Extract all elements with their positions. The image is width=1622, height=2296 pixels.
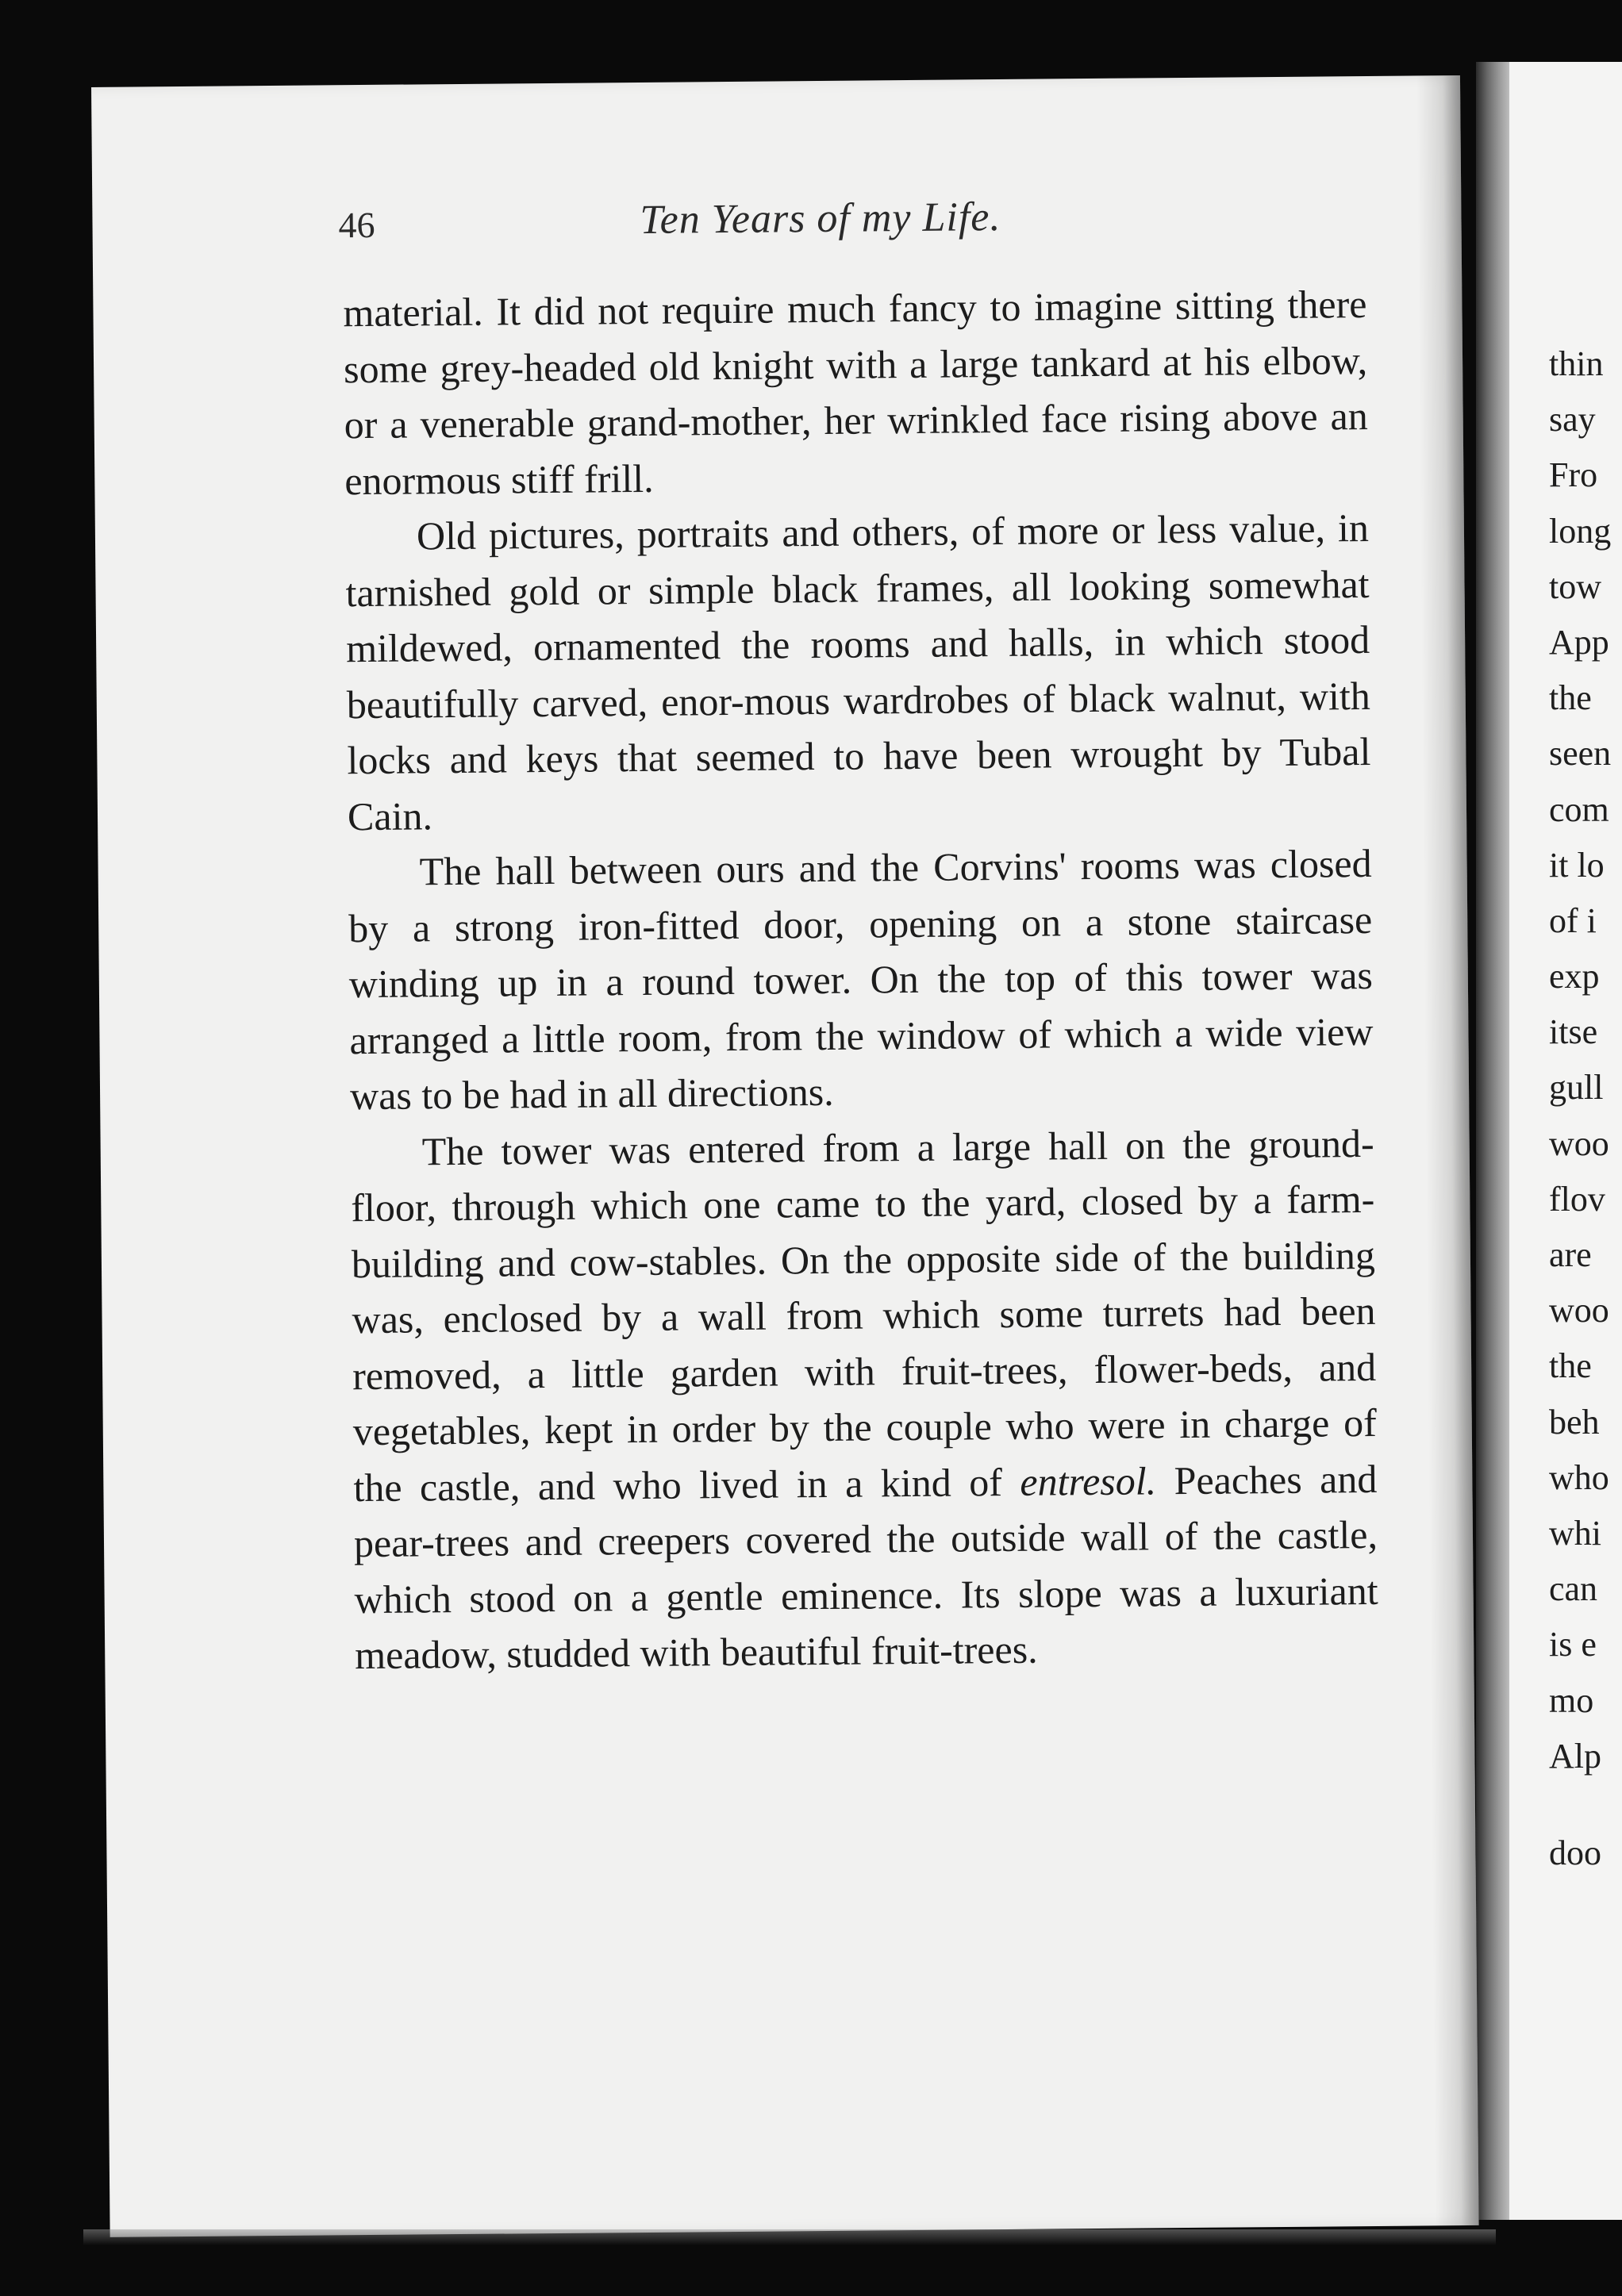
- facing-page-text-fragments: [1549, 336, 1611, 1881]
- paragraph: [348, 835, 1374, 1124]
- facing-page-line: can: [1549, 1569, 1598, 1609]
- facing-page-line: flov: [1549, 1179, 1605, 1219]
- facing-page-line: woo: [1549, 1123, 1609, 1163]
- facing-page: [1476, 62, 1622, 2220]
- body-text: [343, 276, 1378, 1684]
- facing-page-line: exp: [1549, 957, 1600, 996]
- facing-page-line: thin: [1549, 344, 1604, 383]
- paragraph-text: Peaches and pear-trees and creepers covered the outside wall of the castle, which stood on a gentle eminence. Its slope was a luxuriant meadow, studded with beautiful fruit-trees.: [353, 1456, 1378, 1678]
- facing-page-line: say: [1549, 400, 1596, 440]
- facing-page-line: mo: [1549, 1680, 1594, 1720]
- facing-page-line: are: [1549, 1235, 1592, 1274]
- facing-page-line: is e: [1549, 1625, 1597, 1664]
- book-page: [91, 75, 1479, 2237]
- italic-text: entresol.: [1020, 1457, 1157, 1504]
- book-gutter: [1476, 62, 1509, 2220]
- facing-page-line: the: [1549, 678, 1592, 718]
- facing-page-line: seen: [1549, 734, 1612, 774]
- facing-page-line: whi: [1549, 1513, 1601, 1553]
- facing-page-line: com: [1549, 789, 1609, 829]
- facing-page-line: itse: [1549, 1012, 1598, 1052]
- facing-page-line: it lo: [1549, 845, 1605, 885]
- facing-page-line: of i: [1549, 900, 1597, 940]
- paragraph: [350, 1115, 1378, 1683]
- paragraph-text: Old pictures, portraits and others, of more or less value, in tarnished gold or simple black frames, all looking somewhat mildewed, ornamented the rooms and halls, in which stood beautifully carved, enor-mous wardrobes of black walnut, with locks and keys that seemed to have been wrought by Tubal Cain.: [345, 505, 1371, 839]
- facing-page-line: the: [1549, 1346, 1592, 1386]
- facing-page-line: woo: [1549, 1291, 1609, 1330]
- facing-page-line: App: [1549, 622, 1609, 662]
- running-head: [92, 194, 1462, 270]
- facing-page-line: doo: [1549, 1833, 1601, 1872]
- paragraph: [345, 500, 1372, 844]
- paragraph-text: material. It did not require much fancy to imagine sitting there some grey-headed old knight with a large tankard at his elbow, or a venerable grand-mother, her wrinkled face rising above an enormous stiff frill.: [343, 281, 1368, 503]
- page-bottom-edge: [83, 2229, 1496, 2245]
- facing-page-line: who: [1549, 1457, 1609, 1497]
- paragraph-text: The hall between ours and the Corvins' rooms was closed by a strong iron-fitted door, opening on a stone staircase winding up in a round tower. On the top of this tower was arranged a little room, from the window of which a wide view was to be had in all directions.: [348, 840, 1374, 1119]
- running-title: Ten Years of my Life.: [640, 194, 1001, 243]
- facing-page-line: long: [1549, 511, 1612, 551]
- paragraph-text: The tower was entered from a large hall on the ground-floor, through which one came to the yard, closed by a farm-building and cow-stables. On the opposite side of the building was, enclosed by a wall from which some turrets had been removed, a little garden with fruit-trees, flower-beds, and vegetables, kept in order by the couple who were in charge of the castle, and who lived in a kind of: [351, 1120, 1377, 1510]
- facing-page-line: beh: [1549, 1402, 1600, 1442]
- facing-page-line: Fro: [1549, 455, 1598, 495]
- facing-page-line: tow: [1549, 566, 1601, 606]
- facing-page-line: gull: [1549, 1068, 1604, 1108]
- page-number: 46: [338, 204, 375, 246]
- paragraph: [343, 276, 1368, 509]
- spine-shadow: [1416, 75, 1479, 2225]
- facing-page-line: Alp: [1549, 1736, 1601, 1776]
